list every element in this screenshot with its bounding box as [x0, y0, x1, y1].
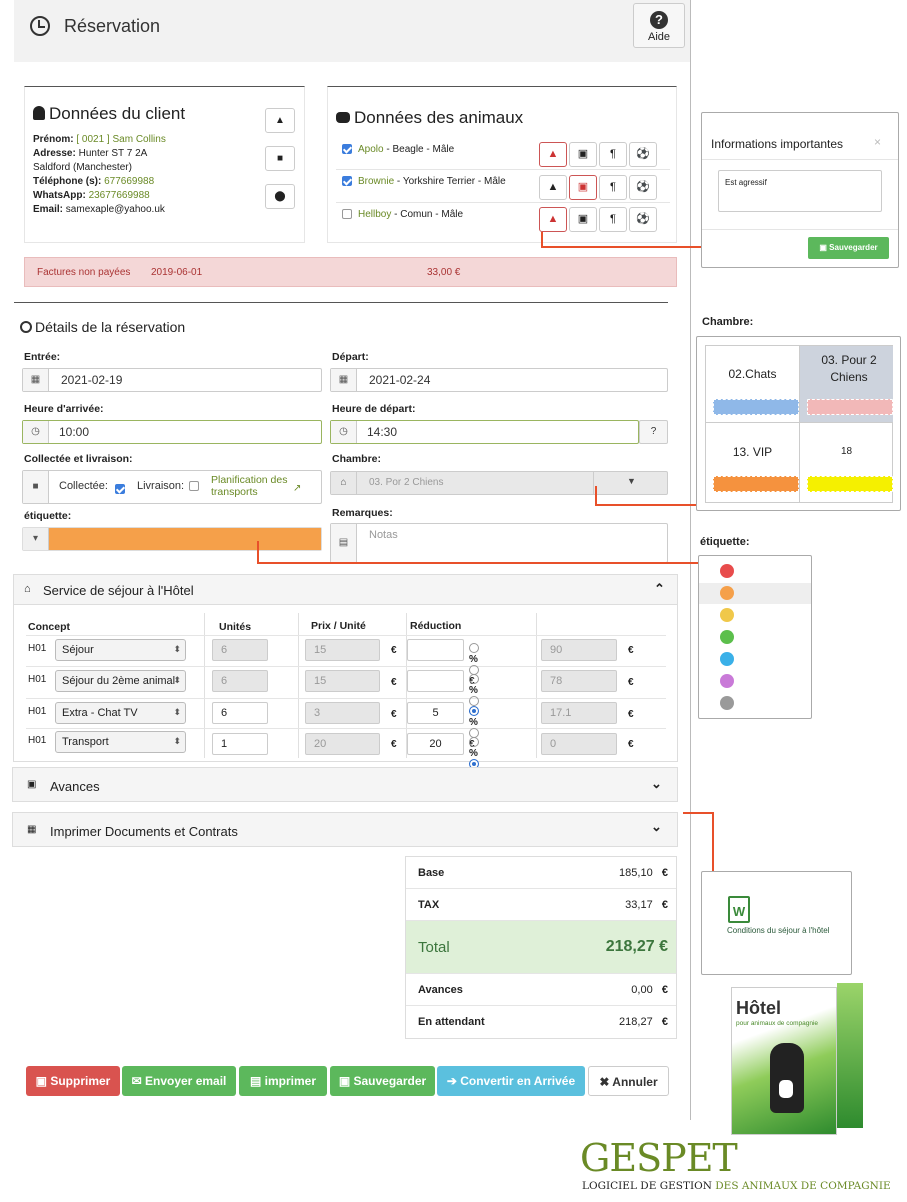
depart-label: Départ: [332, 351, 369, 363]
transport-button[interactable] [265, 146, 295, 171]
close-icon[interactable]: × [874, 135, 882, 149]
save-icon: ▣ [819, 243, 830, 252]
close-icon: ✖ [599, 1075, 613, 1089]
row-divider [26, 728, 666, 729]
divider [690, 0, 691, 1120]
row-divider [26, 666, 666, 667]
service-title: Service de séjour à l'Hôtel [43, 583, 194, 598]
percent-radio[interactable] [469, 737, 479, 747]
unpaid-date: 2019-06-01 [151, 267, 203, 278]
room-select[interactable] [330, 471, 668, 495]
delivery-label: Livraison: [137, 480, 185, 492]
animal-checkbox[interactable] [342, 176, 352, 186]
animals-title [336, 108, 523, 128]
whatsapp-link[interactable]: 23677669988 [88, 190, 150, 201]
client-name-link[interactable]: [ 0021 ] Sam Collins [76, 134, 166, 145]
currency-symbol: € [661, 899, 668, 911]
field-label: Prénom: [33, 134, 74, 145]
food-button[interactable] [599, 207, 627, 232]
divider [799, 345, 800, 503]
home-icon: ⌂ [24, 583, 31, 595]
transport-planning-link[interactable]: Planification des transports [211, 474, 288, 498]
depart-date-value: 2021-02-24 [369, 373, 431, 387]
room-color-bar [713, 399, 799, 415]
document-icon: ▦ [27, 824, 37, 835]
money-icon: ▣ [27, 779, 37, 790]
printer-icon: ▤ [249, 1074, 265, 1088]
tag-color-swatch [49, 528, 321, 550]
toy-button[interactable] [629, 175, 657, 200]
warning-icon: ▲ [547, 148, 559, 160]
totals-value [625, 899, 668, 911]
help-button[interactable] [633, 3, 685, 48]
warning-icon: ▲ [547, 181, 559, 193]
client-field-address [33, 147, 263, 161]
totals-table [405, 856, 677, 1039]
currency-symbol: € [628, 645, 634, 656]
room-label: Chambre: [332, 453, 382, 465]
totals-label: Base [418, 867, 445, 879]
row-divider [336, 169, 670, 170]
truck-icon: ■ [23, 471, 49, 503]
medical-button[interactable] [569, 175, 597, 200]
product-box-side [837, 983, 863, 1128]
percent-label: % [469, 685, 478, 696]
chevron-up-icon[interactable]: ⌃ [654, 581, 665, 596]
client-title-text: Données du client [49, 104, 186, 123]
product-box-title: Hôtel [736, 998, 781, 1018]
field-label: Téléphone (s): [33, 176, 102, 187]
arrival-time-input[interactable] [22, 420, 322, 444]
tax-value: 33,17 [625, 899, 653, 911]
save-icon: ▣ [338, 1074, 354, 1088]
client-info [33, 133, 263, 217]
ball-icon: ⚽ [636, 213, 650, 225]
animal-row [342, 209, 463, 220]
animal-name[interactable]: Apolo [358, 144, 384, 155]
save-label: Sauvegarder [353, 1074, 427, 1088]
tag-color-option[interactable] [720, 696, 734, 710]
percent-label: % [469, 654, 478, 665]
product-box-image [731, 987, 837, 1135]
tagline-a: LOGICIEL DE GESTION [582, 1180, 716, 1192]
help-label: Aide [647, 31, 671, 43]
reduction-input[interactable] [407, 670, 464, 692]
row-code: H01 [28, 643, 47, 654]
totals-value [619, 867, 668, 879]
tag-select[interactable] [22, 527, 322, 551]
totals-row-base [406, 857, 676, 889]
toy-button[interactable] [629, 207, 657, 232]
warning-button[interactable] [265, 108, 295, 133]
animal-checkbox[interactable] [342, 209, 352, 219]
reduction-input[interactable]: 20 [407, 733, 464, 755]
animal-checkbox[interactable] [342, 144, 352, 154]
field-value: samexaple@yahoo.uk [65, 204, 165, 215]
details-title [20, 319, 185, 335]
client-title [33, 104, 185, 124]
currency-symbol: € [661, 984, 668, 996]
tag-option-highlight [699, 583, 811, 604]
animal-row [342, 144, 454, 155]
row-divider [26, 698, 666, 699]
room-picker [696, 336, 901, 511]
reduction-input[interactable] [407, 639, 464, 661]
warning-icon: ▲ [275, 115, 285, 126]
toy-button[interactable] [629, 142, 657, 167]
total-input: 78 [541, 670, 617, 692]
base-value: 185,10 [619, 867, 653, 879]
advances-title: Avances [50, 779, 100, 794]
chevron-down-icon[interactable]: ⌄ [651, 776, 662, 791]
alert-button[interactable] [539, 207, 567, 232]
room-color-bar [713, 476, 799, 492]
info-save-button[interactable] [808, 237, 889, 259]
map-marker-icon: ⬤ [274, 191, 286, 202]
animal-desc: - Yorkshire Terrier - Mâle [394, 176, 506, 187]
total-input: 17.1 [541, 702, 617, 724]
unpaid-label: Factures non payées [37, 267, 131, 278]
side-room-label: Chambre: [702, 316, 754, 328]
room-color-bar [807, 399, 893, 415]
price-input[interactable]: 3 [305, 702, 380, 724]
email-label: Envoyer email [145, 1074, 227, 1088]
cutlery-icon: ¶ [610, 181, 616, 193]
collect-delivery-group [22, 470, 322, 504]
tag-color-option[interactable] [720, 652, 734, 666]
divider [702, 229, 898, 230]
connector-line [257, 541, 259, 564]
percent-label: % [469, 748, 478, 759]
phone-link[interactable]: 677669988 [104, 176, 155, 187]
remarks-textarea[interactable] [330, 523, 668, 563]
divider [702, 159, 898, 160]
alert-button[interactable] [539, 175, 567, 200]
pending-value: 218,27 [619, 1016, 653, 1028]
room-name[interactable]: 02.Chats [728, 367, 777, 381]
client-field-phone [33, 175, 263, 189]
row-code: H01 [28, 735, 47, 746]
concept-select[interactable]: Séjour du 2ème animal ⬍ [55, 670, 186, 692]
calendar-icon: ▦ [331, 369, 357, 391]
envelope-icon: ✉ [131, 1074, 145, 1088]
help-icon[interactable]: ? [639, 420, 668, 444]
col-header-concept: Concept [28, 621, 70, 633]
animals-card [327, 86, 677, 243]
animal-desc: - Beagle - Mâle [383, 144, 455, 155]
currency-symbol: € [391, 677, 397, 688]
convert-to-arrival-button[interactable] [437, 1066, 585, 1096]
collected-checkbox[interactable] [115, 484, 125, 494]
connector-line [712, 812, 714, 880]
totals-label: TAX [418, 899, 440, 911]
tagline-b: DES ANIMAUX DE COMPAGNIE [715, 1180, 891, 1192]
price-input[interactable]: 20 [305, 733, 380, 755]
concept-select[interactable]: Extra - Chat TV ⬍ [55, 702, 186, 724]
logo-tagline [582, 1180, 891, 1192]
food-button[interactable] [599, 142, 627, 167]
send-email-button[interactable] [122, 1066, 236, 1096]
connector-line [683, 812, 714, 814]
units-input[interactable]: 1 [212, 733, 268, 755]
animal-name[interactable]: Brownie [358, 176, 395, 187]
location-button[interactable] [265, 184, 295, 209]
product-box-subtitle: pour animaux de compagnie [736, 1020, 819, 1027]
medical-button[interactable] [569, 207, 597, 232]
totals-row-total [406, 921, 676, 974]
divider [705, 422, 893, 423]
departure-time-value: 14:30 [367, 425, 398, 439]
field-label: WhatsApp: [33, 190, 86, 201]
cutlery-icon: ¶ [610, 213, 616, 225]
col-header-units: Unités [219, 621, 252, 633]
animal-desc: - Comun - Mâle [391, 209, 464, 220]
delete-label: Supprimer [50, 1074, 111, 1088]
question-icon: ? [650, 11, 668, 29]
animal-name[interactable]: Hellboy [358, 209, 392, 220]
cutlery-icon: ¶ [610, 148, 616, 160]
section-divider [14, 302, 668, 303]
delete-button[interactable] [26, 1066, 120, 1096]
medkit-icon: ▣ [577, 213, 589, 225]
percent-radio[interactable] [469, 674, 479, 684]
collect-label: Collectée et livraison: [24, 453, 133, 465]
units-input[interactable]: 6 [212, 670, 268, 692]
clock-icon: ◷ [331, 421, 357, 443]
delivery-checkbox[interactable] [189, 481, 199, 491]
warning-icon: ▲ [547, 213, 559, 225]
currency-symbol: € [628, 709, 634, 720]
calendar-icon: ▦ [23, 369, 49, 391]
currency-symbol: € [628, 739, 634, 750]
caret-down-icon: ▾ [23, 528, 49, 550]
service-panel-header[interactable] [14, 575, 677, 605]
page-title: Réservation [64, 16, 161, 36]
info-save-label: Sauvegarder [829, 243, 878, 252]
print-title: Imprimer Documents et Contrats [50, 824, 238, 839]
units-input[interactable]: 6 [212, 702, 268, 724]
entry-date-value: 2021-02-19 [61, 373, 123, 387]
currency-symbol: € [628, 677, 634, 688]
print-panel-header[interactable] [12, 812, 678, 847]
entry-label: Entrée: [24, 351, 61, 363]
field-label: Adresse: [33, 148, 76, 159]
field-value: Hunter ST 7 2A [78, 148, 148, 159]
client-field-city [33, 161, 263, 175]
price-input[interactable]: 15 [305, 670, 380, 692]
food-button[interactable] [599, 175, 627, 200]
room-name[interactable]: 03. Pour 2 Chiens [821, 353, 877, 384]
room-color-bar [807, 476, 893, 492]
field-value: Saldford (Manchester) [33, 162, 132, 173]
cancel-label: Annuler [612, 1075, 658, 1089]
entry-date-input[interactable] [22, 368, 322, 392]
animals-title-text: Données des animaux [354, 108, 524, 127]
external-link-icon[interactable]: ↗ [293, 483, 302, 494]
depart-date-input[interactable] [330, 368, 668, 392]
currency-symbol: € [391, 739, 397, 750]
truck-icon: ■ [276, 153, 284, 164]
col-header-reduction: Réduction [410, 620, 462, 632]
total-value: 218,27 € [605, 938, 668, 955]
important-info-modal [701, 112, 899, 268]
concept-select[interactable]: Séjour ⬍ [55, 639, 186, 661]
connector-line [541, 246, 714, 248]
save-button[interactable] [330, 1066, 435, 1096]
document-label[interactable]: Conditions du séjour à l'hôtel [727, 926, 830, 935]
tag-color-option[interactable] [720, 586, 734, 600]
logo-text: GESPET [580, 1136, 737, 1180]
word-document-icon: W [728, 896, 750, 923]
unpaid-amount: 33,00 € [427, 267, 461, 278]
home-icon: ⌂ [331, 472, 357, 494]
client-field-name [33, 133, 263, 147]
row-code: H01 [28, 674, 47, 685]
totals-row-pending [406, 1006, 676, 1038]
clock-icon: ◷ [23, 421, 49, 443]
trash-icon: ▣ [35, 1074, 51, 1088]
unpaid-invoices-alert[interactable] [24, 257, 677, 287]
client-field-whatsapp [33, 189, 263, 203]
totals-label: Avances [418, 984, 463, 996]
user-icon [33, 106, 45, 120]
chevron-down-icon: ▼ [627, 476, 636, 486]
client-field-email [33, 203, 263, 217]
room-name[interactable]: 18 [840, 446, 853, 457]
field-label: Email: [33, 204, 64, 215]
connector-line [595, 504, 696, 506]
totals-row-advances [406, 974, 676, 1006]
clock-icon [30, 16, 50, 36]
arrival-time-label: Heure d'arrivée: [24, 403, 104, 415]
totals-label: En attendant [418, 1016, 485, 1028]
sign-in-icon: ➔ [446, 1074, 461, 1088]
currency-symbol: € [661, 867, 668, 879]
price-input[interactable]: 15 [305, 639, 380, 661]
units-input[interactable]: 6 [212, 639, 268, 661]
gespet-logo [580, 1138, 737, 1178]
details-title-text: Détails de la réservation [35, 319, 186, 335]
advances-panel-header[interactable] [12, 767, 678, 802]
room-value: 03. Por 2 Chiens [369, 477, 444, 488]
tag-color-option[interactable] [720, 630, 734, 644]
totals-value [631, 984, 668, 996]
arrival-time-value: 10:00 [59, 425, 90, 439]
animal-row [342, 176, 506, 187]
percent-label: % [469, 717, 478, 728]
medkit-icon: ▣ [577, 181, 589, 193]
col-header-price: Prix / Unité [311, 620, 366, 632]
total-input: 0 [541, 733, 617, 755]
room-name[interactable]: 13. VIP [732, 445, 773, 459]
tag-color-picker [698, 555, 812, 719]
side-tag-label: étiquette: [700, 536, 750, 548]
dog-illustration [770, 1043, 804, 1113]
percent-radio[interactable] [469, 706, 479, 716]
paw-icon [336, 112, 350, 123]
print-button[interactable] [239, 1066, 327, 1096]
connector-line [257, 562, 698, 564]
ball-icon: ⚽ [636, 148, 650, 160]
convert-label: Convertir en Arrivée [460, 1074, 576, 1088]
client-card [24, 86, 305, 243]
departure-time-label: Heure de départ: [332, 403, 416, 415]
page-header [14, 0, 690, 62]
document-card[interactable] [701, 871, 852, 975]
row-divider [336, 202, 670, 203]
file-icon: ▤ [331, 524, 357, 562]
advances-value: 0,00 [631, 984, 653, 996]
tag-color-option[interactable] [720, 608, 734, 622]
dog-illustration [779, 1080, 793, 1098]
remarks-placeholder: Notas [369, 529, 398, 541]
modal-title: Informations importantes [711, 137, 844, 151]
chevron-down-icon[interactable]: ⌄ [651, 819, 662, 834]
medkit-icon: ▣ [577, 148, 589, 160]
cancel-button[interactable] [588, 1066, 669, 1096]
concept-select[interactable]: Transport ⬍ [55, 731, 186, 753]
euro-label: € [469, 676, 475, 687]
currency-symbol: € [391, 645, 397, 656]
total-input: 90 [541, 639, 617, 661]
connector-line [595, 486, 597, 506]
remarks-label: Remarques: [332, 507, 393, 519]
ball-icon: ⚽ [636, 181, 650, 193]
collected-label: Collectée: [59, 480, 108, 492]
currency-symbol: € [391, 709, 397, 720]
percent-radio[interactable] [469, 643, 479, 653]
row-divider [26, 635, 666, 636]
reduction-input[interactable]: 5 [407, 702, 464, 724]
tag-color-option[interactable] [720, 674, 734, 688]
row-code: H01 [28, 706, 47, 717]
alert-button[interactable] [539, 142, 567, 167]
total-label: Total [418, 939, 450, 956]
euro-radio[interactable] [469, 696, 479, 706]
euro-label: € [469, 739, 475, 750]
departure-time-input[interactable] [330, 420, 639, 444]
tag-label: étiquette: [24, 510, 72, 522]
totals-row-tax [406, 889, 676, 921]
totals-value [619, 1016, 668, 1028]
info-textarea[interactable]: Est agressif [718, 170, 882, 212]
divider [593, 472, 594, 494]
print-label: imprimer [264, 1074, 317, 1088]
medical-button[interactable] [569, 142, 597, 167]
clock-icon [20, 321, 32, 333]
tag-color-option[interactable] [720, 564, 734, 578]
currency-symbol: € [661, 1016, 668, 1028]
